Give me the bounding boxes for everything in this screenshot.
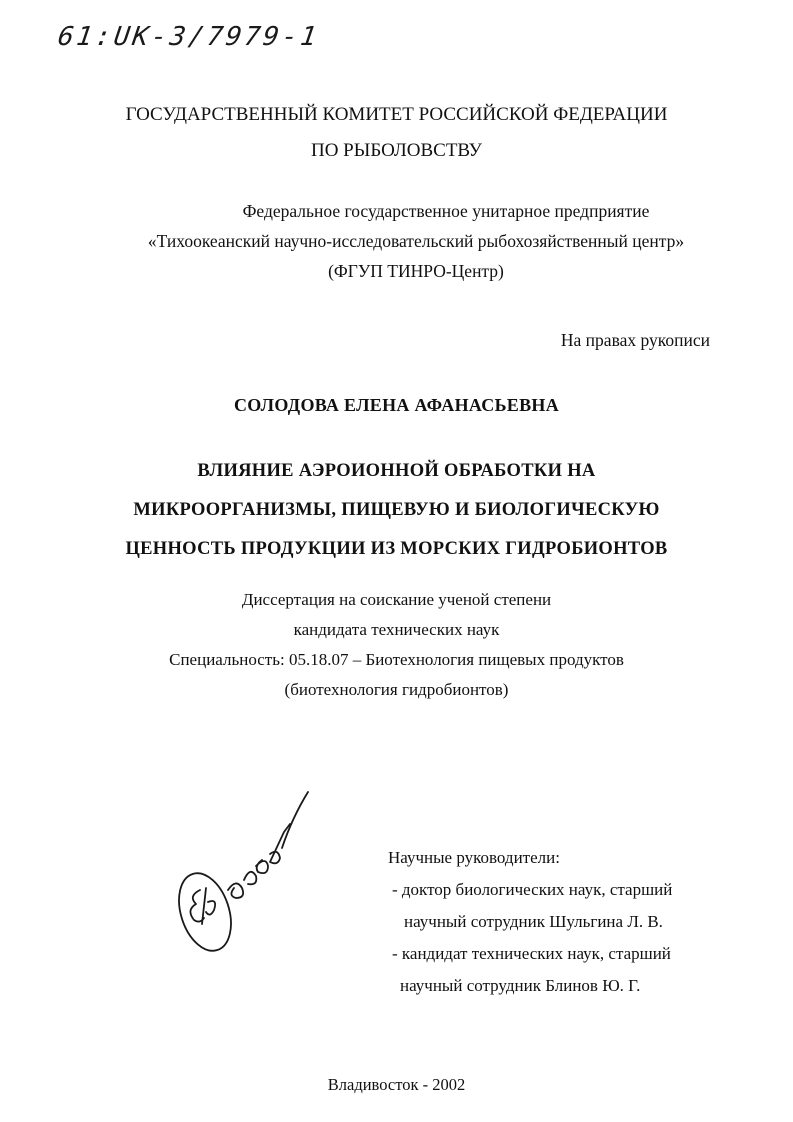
supervisors-block	[388, 842, 672, 1002]
degree-block	[0, 585, 793, 705]
organization-line-3: (ФГУП ТИНРО-Центр)	[328, 261, 504, 281]
archive-mark: 61:UK-3/7979-1	[55, 22, 322, 52]
city-year: Владивосток - 2002	[327, 1075, 466, 1094]
signature	[170, 790, 330, 970]
author-name: СОЛОДОВА ЕЛЕНА АФАНАСЬЕВНА	[233, 395, 560, 415]
organization-line-2: «Тихоокеанский научно-исследовательский рыбохозяйственный центр»	[147, 231, 685, 251]
supervisor-2-line-2: научный сотрудник Блинов Ю. Г.	[400, 976, 641, 995]
degree-line-2: кандидата технических наук	[293, 620, 500, 639]
degree-line-1: Диссертация на соискание ученой степени	[241, 590, 552, 609]
manuscript-note: На правах рукописи	[560, 330, 710, 350]
supervisor-1-line-1: - доктор биологических наук, старший	[392, 880, 673, 899]
committee-line-1: ГОСУДАРСТВЕННЫЙ КОМИТЕТ РОССИЙСКОЙ ФЕДЕРАЦИИ	[125, 104, 668, 125]
title-line-2: МИКРООРГАНИЗМЫ, ПИЩЕВУЮ И БИОЛОГИЧЕСКУЮ	[133, 500, 660, 520]
title-line-1: ВЛИЯНИЕ АЭРОИОННОЙ ОБРАБОТКИ НА	[197, 461, 596, 481]
organization-line-1: Федеральное государственное унитарное предприятие	[242, 201, 650, 221]
organization-block	[96, 196, 736, 286]
committee-header	[0, 97, 793, 169]
supervisor-1-line-2: научный сотрудник Шульгина Л. В.	[404, 912, 663, 931]
title-line-3: ЦЕННОСТЬ ПРОДУКЦИИ ИЗ МОРСКИХ ГИДРОБИОНТОВ	[125, 539, 668, 559]
supervisors-heading: Научные руководители:	[388, 848, 560, 867]
degree-line-4: (биотехнология гидробионтов)	[284, 680, 509, 699]
committee-line-2: ПО РЫБОЛОВСТВУ	[310, 140, 483, 161]
signature-drawing	[170, 790, 330, 970]
dissertation-title	[0, 452, 793, 569]
degree-line-3: Специальность: 05.18.07 – Биотехнология пищевых продуктов	[169, 650, 624, 669]
supervisor-2-line-1: - кандидат технических наук, старший	[392, 944, 671, 963]
